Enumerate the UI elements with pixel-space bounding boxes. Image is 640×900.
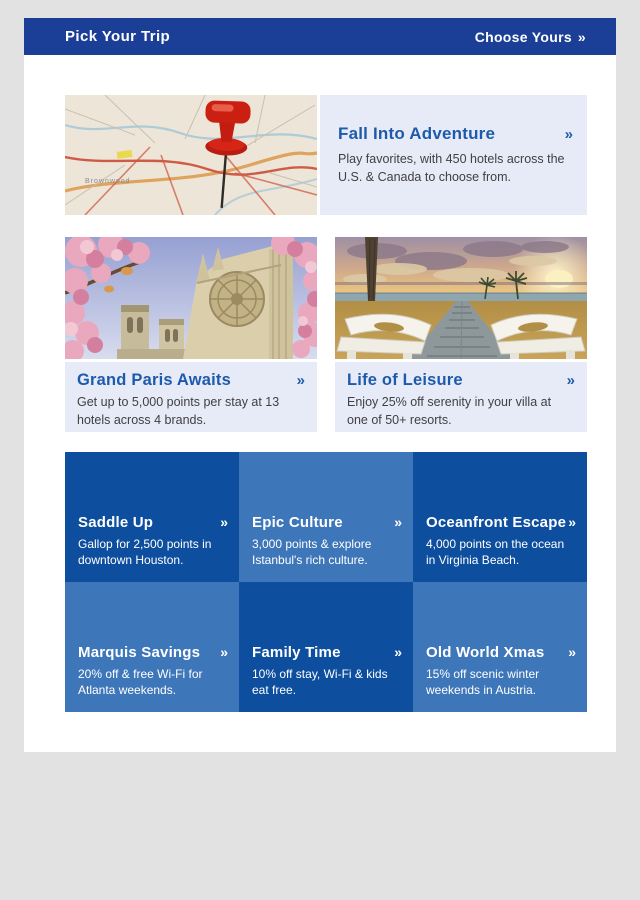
paris-illustration [65, 237, 317, 359]
tile-body: 3,000 points & explore Istanbul's rich culture. [252, 536, 372, 567]
tile-body: 10% off stay, Wi-Fi & kids eat free. [252, 666, 388, 697]
leisure-card-panel [335, 362, 587, 432]
beach-illustration [335, 237, 587, 359]
double-chevron-icon: » [577, 28, 586, 45]
feature-card-title[interactable]: Fall Into Adventure [338, 123, 496, 143]
email-body [24, 18, 616, 752]
leisure-card-body: Enjoy 25% off serenity in your villa at one of 50+ resorts. [347, 395, 552, 428]
tile-title: Family Time [252, 643, 341, 661]
tile-old-world-xmas[interactable] [413, 582, 587, 712]
feature-card-panel [320, 95, 587, 215]
cards-row [65, 237, 587, 432]
paris-image[interactable] [65, 237, 317, 359]
choose-yours-link[interactable] [475, 29, 586, 45]
double-chevron-icon: » [568, 513, 576, 530]
tile-title: Marquis Savings [78, 643, 201, 661]
double-chevron-icon: » [394, 643, 402, 660]
tile-marquis-savings[interactable] [65, 582, 239, 712]
tile-family-time[interactable] [239, 582, 413, 712]
page-title: Pick Your Trip [65, 28, 171, 45]
tile-title: Old World Xmas [426, 643, 545, 661]
tile-oceanfront-escape[interactable] [413, 452, 587, 582]
double-chevron-icon: » [568, 643, 576, 660]
tile-body: 4,000 points on the ocean in Virginia Beach. [426, 536, 565, 567]
tile-body: Gallop for 2,500 points in downtown Houston. [78, 536, 212, 567]
choose-yours-label: Choose Yours [474, 28, 572, 45]
offer-tile-grid [65, 452, 587, 712]
double-chevron-icon: » [564, 125, 573, 143]
map-pushpin-illustration [65, 95, 317, 215]
paris-card-panel [65, 362, 317, 432]
card-life-of-leisure[interactable] [335, 237, 587, 432]
tile-title: Epic Culture [252, 513, 343, 531]
double-chevron-icon: » [394, 513, 402, 530]
beach-image[interactable] [335, 237, 587, 359]
double-chevron-icon: » [566, 372, 575, 389]
tile-epic-culture[interactable] [239, 452, 413, 582]
map-town-label: Brownwood [85, 178, 131, 185]
feature-card-fall-into-adventure[interactable] [65, 95, 587, 215]
tile-title: Saddle Up [78, 513, 154, 531]
map-pushpin-image[interactable] [65, 95, 317, 215]
paris-card-title[interactable]: Grand Paris Awaits [77, 371, 231, 389]
tile-saddle-up[interactable] [65, 452, 239, 582]
double-chevron-icon: » [220, 513, 228, 530]
tile-body: 15% off scenic winter weekends in Austria. [426, 666, 540, 697]
feature-card-body: Play favorites, with 450 hotels across the U.S. & Canada to choose from. [338, 151, 565, 184]
header-bar [24, 18, 616, 55]
paris-card-body: Get up to 5,000 points per stay at 13 hotels across 4 brands. [77, 395, 280, 428]
tile-body: 20% off & free Wi-Fi for Atlanta weekends. [78, 666, 203, 697]
tile-title: Oceanfront Escape [426, 513, 567, 531]
double-chevron-icon: » [296, 372, 305, 389]
double-chevron-icon: » [220, 643, 228, 660]
card-grand-paris[interactable] [65, 237, 317, 432]
content-area [24, 55, 616, 752]
leisure-card-title[interactable]: Life of Leisure [347, 371, 463, 389]
